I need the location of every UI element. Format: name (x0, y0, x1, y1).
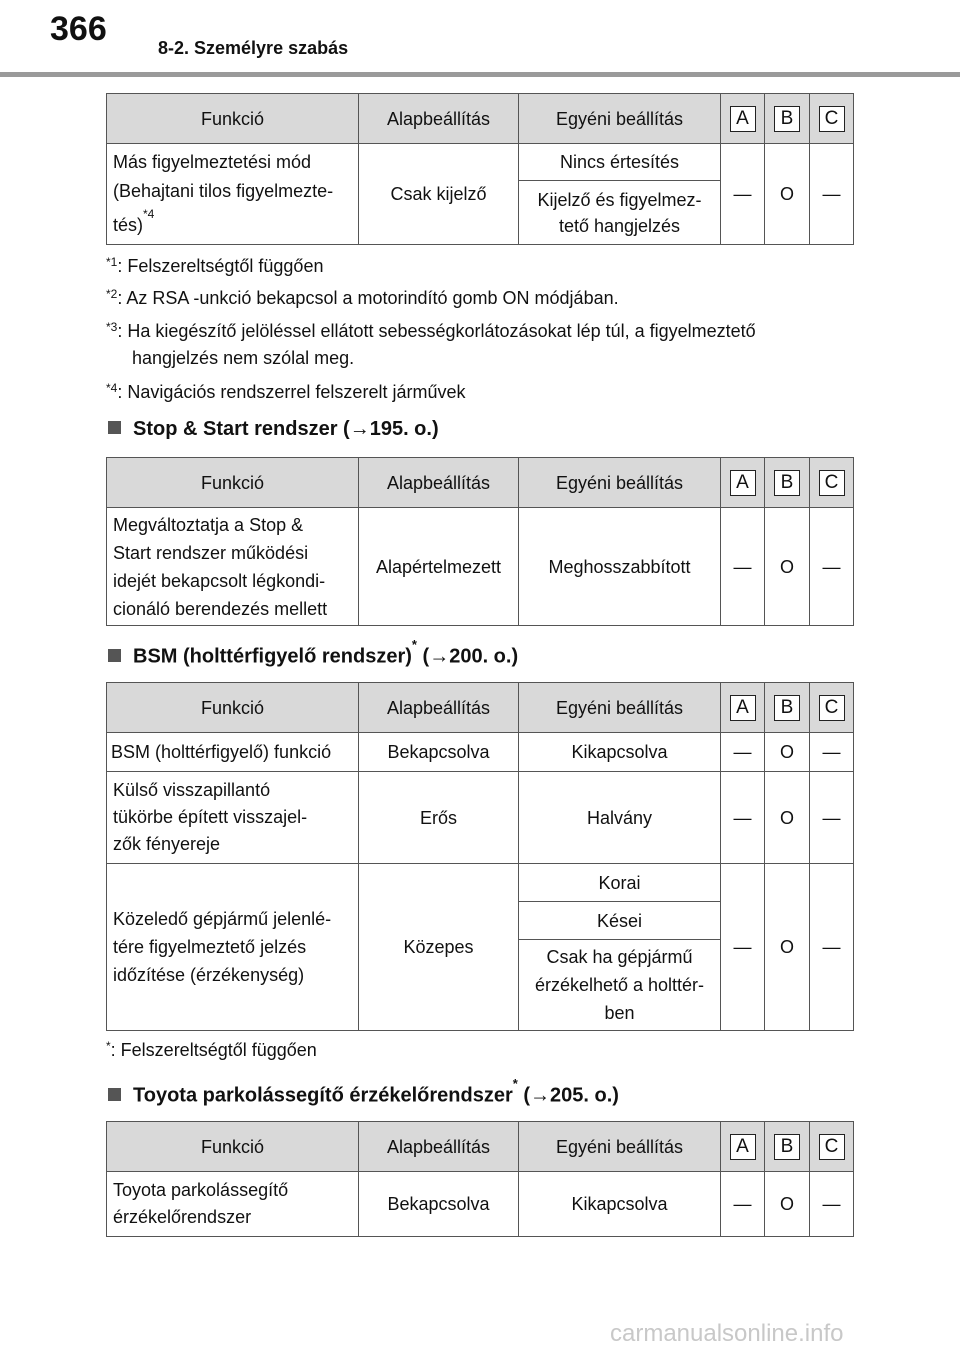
heading-stop-start: Stop & Start rendszer (→195. o.) (108, 418, 439, 441)
cell-func: Más figyelmeztetési mód (Behajtani tilos figyelmezte- tés)$^{*4}$ (107, 144, 359, 245)
cell-a: — (721, 864, 765, 1031)
header-a: A (730, 1134, 756, 1160)
footnote: $^{*1}$: Felszereltségtől függően (106, 255, 324, 276)
square-bullet-icon (108, 1088, 121, 1101)
header-c: C (819, 106, 845, 132)
header-c: C (819, 695, 845, 721)
cell-b: O (765, 864, 810, 1031)
cell-c: — (810, 772, 854, 864)
cell-custom: Kijelző és figyelmez- tető hangjelzés (519, 181, 721, 245)
cell-func: Toyota parkolássegítő érzékelőrendszer (107, 1172, 359, 1237)
header-rule (0, 72, 960, 77)
header-custom: Egyéni beállítás (519, 1122, 721, 1172)
cell-custom: Kikapcsolva (519, 733, 721, 772)
cell-custom: Korai (519, 864, 721, 902)
cell-b: O (765, 1172, 810, 1237)
header-default: Alapbeállítás (359, 94, 519, 144)
table-header-row (107, 683, 854, 733)
section-title: 8-2. Személyre szabás (158, 38, 349, 58)
header-b: B (774, 695, 800, 721)
cell-default: Erős (359, 772, 519, 864)
page-number: 366 (50, 10, 107, 48)
cell-func: Megváltoztatja a Stop & Start rendszer működési idejét bekapcsolt légkondi- cionáló berendezés mellett (107, 508, 359, 626)
cell-default: Bekapcsolva (359, 733, 519, 772)
table-stop-start (106, 457, 854, 626)
header-func: Funkció (107, 683, 359, 733)
cell-b: O (765, 144, 810, 245)
header-a: A (730, 106, 756, 132)
cell-default: Csak kijelző (359, 144, 519, 245)
cell-custom: Kései (519, 902, 721, 940)
header-c: C (819, 470, 845, 496)
table-row (107, 733, 854, 772)
cell-func: BSM (holttérfigyelő) funkció (107, 733, 359, 772)
table-bsm (106, 682, 854, 1031)
square-bullet-icon (108, 421, 121, 434)
cell-a: — (721, 1172, 765, 1237)
cell-func: Közeledő gépjármű jelenlé- tére figyelmeztető jelzés időzítése (érzékenység) (107, 864, 359, 1031)
table-row (107, 864, 854, 902)
cell-a: — (721, 144, 765, 245)
watermark: carmanualsonline.info (610, 1320, 844, 1347)
header-func: Funkció (107, 1122, 359, 1172)
table-header-row (107, 1122, 854, 1172)
cell-default: Alapértelmezett (359, 508, 519, 626)
header-b: B (774, 106, 800, 132)
footnote: *: Felszereltségtől függően (106, 1039, 317, 1060)
table-row (107, 1172, 854, 1237)
cell-b: O (765, 733, 810, 772)
cell-default: Bekapcsolva (359, 1172, 519, 1237)
table-warning-mode (106, 93, 854, 245)
header-b: B (774, 1134, 800, 1160)
cell-c: — (810, 733, 854, 772)
square-bullet-icon (108, 649, 121, 662)
header-b: B (774, 470, 800, 496)
cell-custom: Meghosszabbított (519, 508, 721, 626)
header-custom: Egyéni beállítás (519, 458, 721, 508)
cell-c: — (810, 864, 854, 1031)
table-parking (106, 1121, 854, 1237)
cell-a: — (721, 772, 765, 864)
cell-custom: Csak ha gépjármű érzékelhető a holttér- ben (519, 940, 721, 1031)
header-default: Alapbeállítás (359, 458, 519, 508)
cell-b: O (765, 772, 810, 864)
cell-custom: Nincs értesítés (519, 144, 721, 181)
header-default: Alapbeállítás (359, 1122, 519, 1172)
footnote: $^{*2}$: Az RSA -unkció bekapcsol a motorindító gomb ON módjában. (106, 287, 619, 308)
header-a: A (730, 470, 756, 496)
table-row (107, 772, 854, 864)
table-row (107, 508, 854, 626)
footnote: $^{*3}$: Ha kiegészítő jelöléssel ellátott sebességkorlátozásokat lép túl, a figyelmeztető hangjelzés nem szólal meg. (106, 320, 756, 368)
header-func: Funkció (107, 458, 359, 508)
heading-parking: Toyota parkolássegítő érzékelőrendszer* (→205. o.) (108, 1082, 619, 1108)
heading-bsm: BSM (holttérfigyelő rendszer)* (→200. o.) (108, 643, 518, 669)
cell-custom: Halvány (519, 772, 721, 864)
header-func: Funkció (107, 94, 359, 144)
cell-custom: Kikapcsolva (519, 1172, 721, 1237)
cell-func: Külső visszapillantó tükörbe épített visszajel- zők fényereje (107, 772, 359, 864)
cell-a: — (721, 733, 765, 772)
header-custom: Egyéni beállítás (519, 94, 721, 144)
table-row (107, 144, 854, 181)
cell-b: O (765, 508, 810, 626)
cell-c: — (810, 144, 854, 245)
table-header-row (107, 458, 854, 508)
cell-a: — (721, 508, 765, 626)
header-default: Alapbeállítás (359, 683, 519, 733)
page-header (0, 0, 960, 80)
cell-default: Közepes (359, 864, 519, 1031)
header-custom: Egyéni beállítás (519, 683, 721, 733)
footnote: $^{*4}$: Navigációs rendszerrel felszerelt járművek (106, 381, 466, 402)
header-c: C (819, 1134, 845, 1160)
header-a: A (730, 695, 756, 721)
cell-c: — (810, 508, 854, 626)
cell-c: — (810, 1172, 854, 1237)
table-header-row (107, 94, 854, 144)
